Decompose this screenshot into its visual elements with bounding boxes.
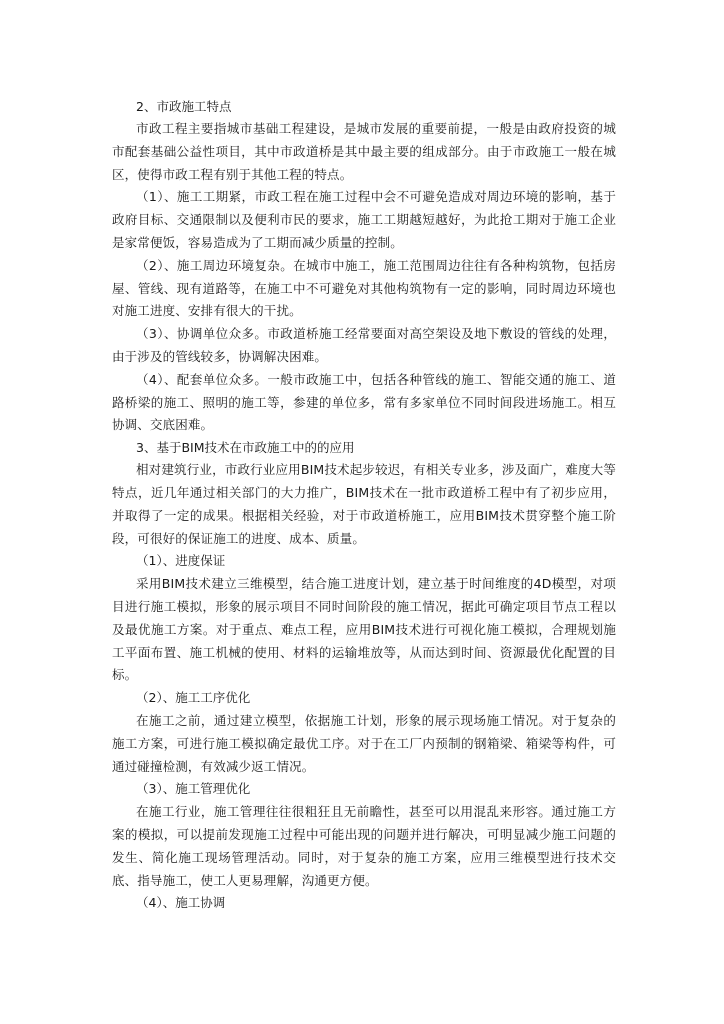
subsection-4-title: （4）、施工协调 <box>136 895 226 911</box>
subsection-3-title: （3）、施工管理优化 <box>136 781 251 797</box>
feature-item-4: （4）、配套单位众多。一般市政施工中，包括各种管线的施工、智能交通的施工、道路桥梁的施工、照明的施工等，参建的单位多，常有多家单位不同时间段进场施工。相互协调、交底困难。 <box>112 371 616 433</box>
subsection-2-title: （2）、施工工序优化 <box>136 690 251 706</box>
subsection-1-title: （1）、进度保证 <box>136 553 226 569</box>
feature-item-3: （3）、协调单位众多。市政道桥施工经常要面对高空架设及地下敷设的管线的处理，由于涉及的管线较多，协调解决困难。 <box>112 326 616 364</box>
subsection-3-text: 在施工行业，施工管理往往很粗狂且无前瞻性，甚至可以用混乱来形容。通过施工方案的模拟，可以提前发现施工过程中可能出现的问题并进行解决，可明显减少施工问题的发生、简化施工现场管理活动。同时，对于复杂的施工方案，应用三维模型进行技术交底、指导施工，使工人更易理解，沟通更方便。 <box>112 804 616 888</box>
section-2-heading: 2、市政施工特点 <box>136 99 232 114</box>
document-body <box>112 96 616 915</box>
subsection-1-text: 采用BIM技术建立三维模型，结合施工进度计划，建立基于时间维度的4D模型，对项目进行施工模拟，形象的展示项目不同时间阶段的施工情况，据此可确定项目节点工程以及最优施工方案。对于重点、难点工程，应用BIM技术进行可视化施工模拟，合理规划施工平面布置、施工机械的使用、材料的运输堆放等，从而达到时间、资源最优化配置的目标。 <box>112 576 616 683</box>
section-3-intro: 相对建筑行业，市政行业应用BIM技术起步较迟，有相关专业多，涉及面广，难度大等特点，近几年通过相关部门的大力推广，BIM技术在一批市政道桥工程中有了初步应用，并取得了一定的成果。根据相关经验，对于市政道桥施工，应用BIM技术贯穿整个施工阶段，可很好的保证施工的进度、成本、质量。 <box>112 462 616 546</box>
section-2-intro: 市政工程主要指城市基础工程建设，是城市发展的重要前提，一般是由政府投资的城市配套基础公益性项目，其中市政道桥是其中最主要的组成部分。由于市政施工一般在城区，使得市政工程有别于其他工程的特点。 <box>112 121 616 182</box>
subsection-2-text: 在施工之前，通过建立模型，依据施工计划，形象的展示现场施工情况。对于复杂的施工方案，可进行施工模拟确定最优工序。对于在工厂内预制的钢箱梁、箱梁等构件，可通过碰撞检测，有效减少返工情况。 <box>112 712 616 774</box>
feature-item-2: （2）、施工周边环境复杂。在城市中施工，施工范围周边往往有各种构筑物，包括房屋、管线、现有道路等，在施工中不可避免对其他构筑物有一定的影响，同时周边环境也对施工进度、安排有很大的干扰。 <box>112 257 616 319</box>
section-3-heading: 3、基于BIM技术在市政施工中的的应用 <box>136 440 355 456</box>
feature-item-1: （1）、施工工期紧，市政工程在施工过程中会不可避免造成对周边环境的影响，基于政府目标、交通限制以及便利市民的要求，施工工期越短越好，为此抢工期对于施工企业是家常便饭，容易造成为了工期而减少质量的控制。 <box>112 189 616 250</box>
